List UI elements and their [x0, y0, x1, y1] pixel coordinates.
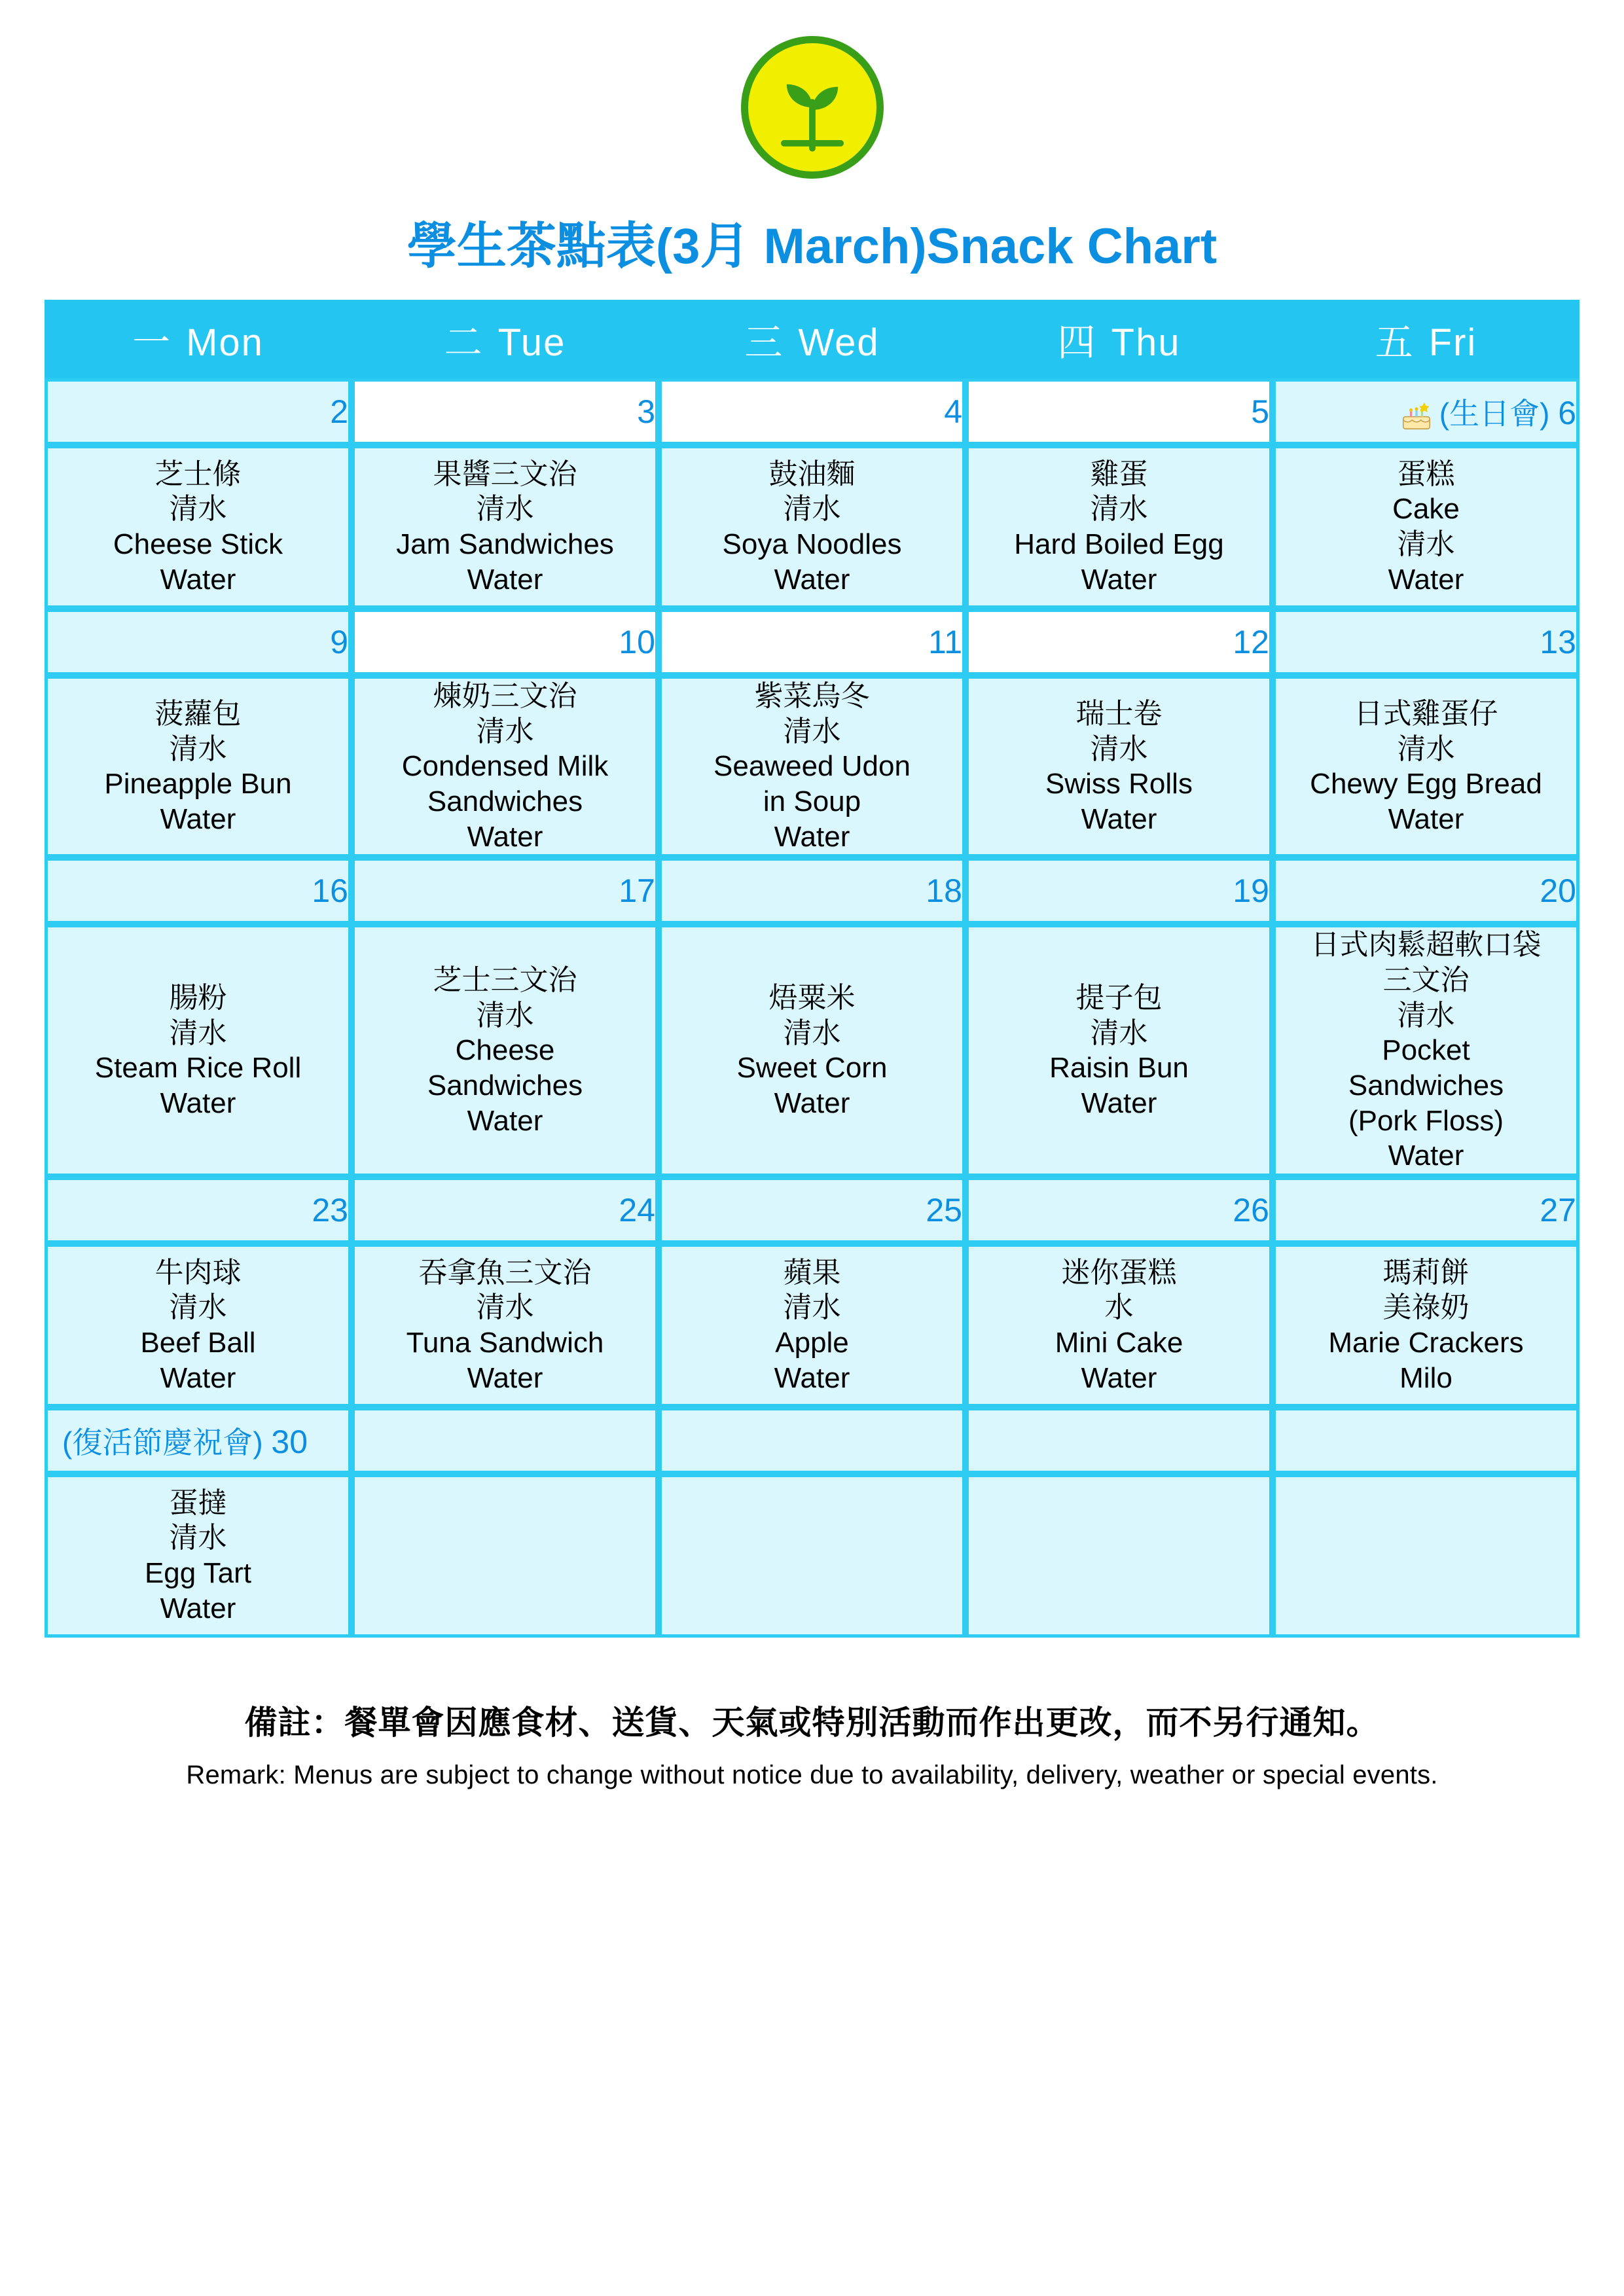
menu-line: 清水 — [783, 1016, 841, 1049]
date-cell-number: 10 — [619, 624, 655, 660]
date-cell-number: 25 — [926, 1192, 962, 1229]
menu-line: 清水 — [1397, 732, 1455, 765]
menu-line: 清水 — [169, 1522, 227, 1554]
menu-line: Cheese Stick — [113, 528, 283, 560]
column-header-tue — [352, 300, 659, 378]
menu-line: 焐粟米 — [768, 981, 856, 1014]
date-cell — [965, 1407, 1272, 1474]
menu-cell — [965, 924, 1272, 1177]
menu-line: 瑞士卷 — [1075, 697, 1163, 730]
menu-line: Water — [467, 1361, 543, 1394]
menu-line: Egg Tart — [144, 1557, 252, 1590]
menu-line: 果醬三文治 — [433, 457, 577, 490]
column-header-fri-en: Fri — [1428, 321, 1477, 364]
menu-line: 清水 — [476, 493, 534, 526]
date-cell-number: 20 — [1540, 872, 1576, 910]
menu-cell — [965, 445, 1272, 609]
date-cell — [352, 857, 659, 924]
date-cell — [352, 378, 659, 445]
column-header-mon-cn: 一 — [132, 321, 172, 364]
date-cell-number: 18 — [926, 872, 962, 910]
date-cell — [352, 609, 659, 675]
menu-cell — [659, 1474, 965, 1638]
menu-line: Tuna Sandwich — [406, 1327, 604, 1359]
menu-line: Water — [1081, 802, 1157, 835]
calendar-header-row — [45, 300, 1579, 378]
date-cell — [659, 1177, 965, 1244]
menu-line: 芝士條 — [154, 457, 242, 490]
menu-line: Soya Noodles — [722, 528, 902, 560]
date-cell-label: (復活節慶祝會) — [62, 1426, 272, 1460]
menu-line: 清水 — [476, 1291, 534, 1324]
menu-line: Water — [467, 563, 543, 596]
remark-chinese: 備註：餐單會因應食材、送貨、天氣或特別活動而作出更改，而不另行通知。 — [244, 1704, 1380, 1742]
menu-cell — [45, 445, 352, 609]
menu-cell — [1272, 924, 1579, 1177]
menu-line: Water — [1388, 1139, 1464, 1172]
menu-line: 瑪莉餅 — [1382, 1256, 1470, 1289]
date-cell-number: 24 — [619, 1192, 655, 1229]
menu-line: Water — [160, 802, 236, 835]
menu-line: 美祿奶 — [1382, 1291, 1470, 1324]
menu-line: Steam Rice Roll — [94, 1052, 302, 1085]
menu-cell — [352, 1244, 659, 1407]
menu-line: Seaweed Udon — [713, 750, 911, 783]
menu-line: 雞蛋 — [1090, 457, 1148, 490]
date-cell-number: 19 — [1233, 872, 1269, 910]
menu-line: Cheese — [455, 1034, 555, 1067]
date-cell — [45, 857, 352, 924]
menu-line: Water — [467, 820, 543, 853]
snack-calendar-table — [45, 300, 1579, 1638]
date-cell — [45, 609, 352, 675]
menu-line: Marie Crackers — [1328, 1327, 1524, 1359]
menu-line: Water — [160, 1086, 236, 1119]
menu-line: 清水 — [169, 1291, 227, 1324]
date-cell-label: (生日會) — [1439, 397, 1559, 431]
menu-line: Jam Sandwiches — [396, 528, 614, 560]
menu-cell — [965, 1474, 1272, 1638]
menu-line: 三文治 — [1382, 964, 1470, 997]
menu-cell — [659, 445, 965, 609]
date-cell — [45, 378, 352, 445]
menu-line: 蛋糕 — [1397, 457, 1455, 490]
date-cell-number: 13 — [1540, 624, 1576, 660]
calendar-menu-row — [45, 675, 1579, 857]
menu-line: Hard Boiled Egg — [1014, 528, 1224, 560]
menu-line: Milo — [1399, 1361, 1453, 1394]
date-cell — [659, 378, 965, 445]
menu-line: 蛋撻 — [169, 1486, 227, 1519]
column-header-wed-en: Wed — [798, 321, 880, 364]
menu-line: 清水 — [783, 1291, 841, 1324]
date-cell-number: 16 — [312, 872, 348, 910]
menu-line: 清水 — [1090, 732, 1148, 765]
menu-line: Sweet Corn — [736, 1052, 888, 1085]
menu-line: Beef Ball — [140, 1327, 256, 1359]
menu-line: 牛肉球 — [154, 1256, 242, 1289]
date-cell — [352, 1177, 659, 1244]
date-cell-number: 27 — [1540, 1192, 1576, 1229]
date-cell — [1272, 857, 1579, 924]
calendar-menu-row — [45, 924, 1579, 1177]
remark-english: Remark: Menus are subject to change without notice due to availability, delivery, weather or special events. — [186, 1761, 1438, 1790]
menu-line: Sandwiches — [427, 1069, 583, 1102]
calendar-date-row — [45, 1177, 1579, 1244]
date-cell — [1272, 378, 1579, 445]
menu-line: 清水 — [169, 493, 227, 526]
calendar-body — [45, 378, 1579, 1638]
menu-line: Cake — [1392, 493, 1460, 526]
menu-line: 日式肉鬆超軟口袋 — [1310, 929, 1542, 961]
menu-cell — [659, 924, 965, 1177]
calendar-menu-row — [45, 1244, 1579, 1407]
column-header-thu-en: Thu — [1111, 321, 1181, 364]
menu-line: 清水 — [783, 715, 841, 747]
menu-cell — [1272, 1474, 1579, 1638]
menu-line: Water — [467, 1104, 543, 1137]
menu-cell — [352, 924, 659, 1177]
date-cell-number: 6 — [1558, 395, 1576, 431]
menu-cell — [352, 1474, 659, 1638]
calendar-date-row — [45, 609, 1579, 675]
menu-line: 吞拿魚三文治 — [418, 1256, 592, 1289]
menu-cell — [1272, 445, 1579, 609]
calendar-menu-row — [45, 1474, 1579, 1638]
menu-line: Mini Cake — [1055, 1327, 1183, 1359]
column-header-mon — [45, 300, 352, 378]
menu-line: 清水 — [169, 732, 227, 765]
menu-line: 菠蘿包 — [154, 697, 242, 730]
date-cell-number: 11 — [928, 624, 962, 660]
menu-cell — [1272, 675, 1579, 857]
menu-cell — [965, 1244, 1272, 1407]
menu-line: 清水 — [783, 493, 841, 526]
menu-cell — [45, 924, 352, 1177]
menu-line: 煉奶三文治 — [433, 680, 577, 712]
menu-cell — [965, 675, 1272, 857]
calendar-date-row — [45, 857, 1579, 924]
menu-line: in Soup — [763, 785, 861, 818]
date-cell — [352, 1407, 659, 1474]
remark-block — [0, 1696, 1624, 1790]
column-header-tue-cn: 二 — [444, 321, 484, 364]
menu-line: 清水 — [1090, 1016, 1148, 1049]
menu-line: 清水 — [476, 999, 534, 1031]
date-cell — [659, 857, 965, 924]
menu-cell — [659, 1244, 965, 1407]
menu-line: Water — [774, 1086, 850, 1119]
menu-cell — [45, 1474, 352, 1638]
menu-cell — [45, 1244, 352, 1407]
column-header-thu-cn: 四 — [1057, 321, 1097, 364]
menu-line: (Pork Floss) — [1348, 1104, 1504, 1137]
menu-line: 迷你蛋糕 — [1061, 1256, 1177, 1289]
menu-line: 蘋果 — [783, 1256, 841, 1289]
menu-line: Condensed Milk — [401, 750, 609, 783]
menu-cell — [659, 675, 965, 857]
menu-line: 水 — [1104, 1291, 1134, 1324]
menu-line: 提子包 — [1075, 981, 1163, 1014]
date-cell — [1272, 1177, 1579, 1244]
menu-line: 日式雞蛋仔 — [1354, 697, 1498, 730]
menu-line: 清水 — [1397, 999, 1455, 1031]
date-cell — [965, 857, 1272, 924]
menu-cell — [1272, 1244, 1579, 1407]
menu-line: 腸粉 — [169, 981, 227, 1014]
calendar-date-row — [45, 378, 1579, 445]
calendar-date-row — [45, 1407, 1579, 1474]
menu-line: Water — [1081, 1086, 1157, 1119]
date-cell-number: 9 — [330, 624, 348, 660]
date-cell — [1272, 609, 1579, 675]
menu-line: Water — [160, 1361, 236, 1394]
column-header-fri-cn: 五 — [1375, 321, 1415, 364]
calendar-menu-row — [45, 445, 1579, 609]
menu-line: 清水 — [476, 715, 534, 747]
menu-line: Water — [1388, 563, 1464, 596]
menu-line: Apple — [775, 1327, 849, 1359]
menu-line: Water — [774, 563, 850, 596]
menu-cell — [352, 445, 659, 609]
menu-line: Sandwiches — [1348, 1069, 1504, 1102]
column-header-mon-en: Mon — [186, 321, 264, 364]
menu-line: 清水 — [1397, 528, 1455, 560]
sprout-logo-icon — [741, 36, 884, 179]
menu-line: Water — [1081, 1361, 1157, 1394]
date-cell-number: 4 — [944, 393, 962, 430]
date-cell-number: 3 — [637, 393, 655, 430]
date-cell-number: 30 — [271, 1424, 308, 1461]
column-header-wed — [659, 300, 965, 378]
menu-line: Pocket — [1382, 1034, 1470, 1067]
menu-line: Sandwiches — [427, 785, 583, 818]
menu-line: Raisin Bun — [1049, 1052, 1189, 1085]
date-cell — [965, 609, 1272, 675]
date-cell-number: 17 — [619, 872, 655, 910]
date-cell-number: 23 — [312, 1192, 348, 1229]
page-title: 學生茶點表(3月 March)Snack Chart — [406, 219, 1218, 274]
menu-line: Water — [160, 1592, 236, 1624]
menu-line: Swiss Rolls — [1045, 768, 1193, 800]
menu-line: 鼓油麵 — [768, 457, 856, 490]
date-cell-number: 5 — [1251, 393, 1269, 430]
logo-container — [0, 0, 1624, 179]
date-cell — [659, 1407, 965, 1474]
date-cell — [45, 1407, 352, 1474]
column-header-fri — [1272, 300, 1579, 378]
date-cell-number: 12 — [1233, 624, 1269, 660]
column-header-tue-en: Tue — [497, 321, 566, 364]
menu-line: 紫菜烏冬 — [754, 680, 870, 712]
date-cell — [1272, 1407, 1579, 1474]
menu-line: Water — [1388, 802, 1464, 835]
column-header-thu — [965, 300, 1272, 378]
date-cell — [45, 1177, 352, 1244]
date-cell — [965, 1177, 1272, 1244]
date-cell-number: 26 — [1233, 1192, 1269, 1229]
menu-line: Water — [160, 563, 236, 596]
menu-line: Chewy Egg Bread — [1310, 768, 1542, 800]
menu-line: Water — [1081, 563, 1157, 596]
menu-line: Water — [774, 820, 850, 853]
menu-line: Water — [774, 1361, 850, 1394]
menu-cell — [45, 675, 352, 857]
menu-line: 清水 — [1090, 493, 1148, 526]
date-cell — [965, 378, 1272, 445]
menu-line: 芝士三文治 — [433, 964, 577, 997]
menu-cell — [352, 675, 659, 857]
date-cell — [659, 609, 965, 675]
menu-line: Pineapple Bun — [104, 768, 292, 800]
menu-line: 清水 — [169, 1016, 227, 1049]
column-header-wed-cn: 三 — [744, 321, 784, 364]
date-cell-number: 2 — [330, 393, 348, 430]
